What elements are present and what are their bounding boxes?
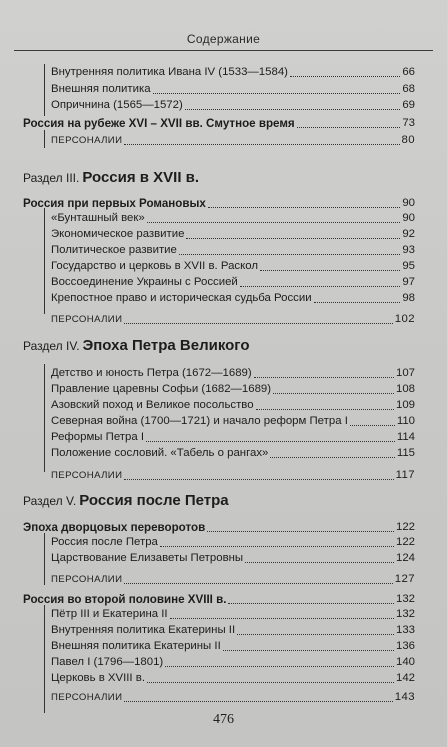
toc-entry-title: Детство и юность Петра (1672—1689) xyxy=(51,367,252,379)
leader-dots xyxy=(170,617,394,619)
leader-dots xyxy=(185,108,401,110)
toc-entry[interactable] xyxy=(51,225,415,241)
toc-entry[interactable] xyxy=(51,396,415,412)
toc-entry-page: 68 xyxy=(402,83,415,95)
toc-entry[interactable] xyxy=(51,241,415,257)
leader-dots xyxy=(223,649,394,651)
persons-label: ПЕРСОНАЛИИ xyxy=(51,470,123,481)
toc-entry-page: 114 xyxy=(396,431,415,443)
leader-dots xyxy=(186,237,400,239)
persons-page: 143 xyxy=(394,691,415,703)
persons-page: 127 xyxy=(394,573,415,585)
header-title: Содержание xyxy=(186,32,261,46)
toc-persons[interactable] xyxy=(51,466,415,482)
toc-entry-page: 142 xyxy=(395,672,415,684)
section-title: Эпоха Петра Великого xyxy=(82,337,250,354)
toc-chapter-title: Россия на рубеже XVI – XVII вв. Смутное время xyxy=(23,117,295,130)
leader-dots xyxy=(124,478,393,480)
leader-dots xyxy=(314,301,401,303)
leader-dots xyxy=(146,440,395,442)
toc-entry-page: 140 xyxy=(395,656,415,668)
toc-entry[interactable] xyxy=(51,444,415,460)
toc-entry-page: 115 xyxy=(396,447,415,459)
toc-chapter-title: Россия при первых Романовых xyxy=(23,197,206,210)
leader-dots xyxy=(208,206,400,208)
leader-dots xyxy=(124,322,392,324)
leader-dots xyxy=(147,221,401,223)
persons-label: ПЕРСОНАЛИИ xyxy=(51,574,123,585)
toc-entry[interactable] xyxy=(51,605,415,621)
toc-entry-title: Павел I (1796—1801) xyxy=(51,656,164,668)
toc-entry-title: Северная война (1700—1721) и начало реформ Петра I xyxy=(51,415,348,427)
toc-chapter[interactable] xyxy=(23,194,415,210)
leader-dots xyxy=(290,75,400,77)
toc-entry-page: 108 xyxy=(395,383,415,395)
leader-dots xyxy=(124,143,399,145)
toc-entry-title: Крепостное право и историческая судьба России xyxy=(51,292,312,304)
toc-entry[interactable] xyxy=(51,653,415,669)
toc-entry-title: Реформы Петра I xyxy=(51,431,145,443)
toc-entry[interactable] xyxy=(51,96,415,112)
section-heading xyxy=(23,334,250,354)
toc-chapter-page: 73 xyxy=(402,117,415,129)
persons-page: 117 xyxy=(395,469,415,481)
leader-dots xyxy=(147,681,394,683)
toc-entry[interactable] xyxy=(51,669,415,685)
leader-dots xyxy=(350,424,395,426)
toc-entry-page: 124 xyxy=(395,552,415,564)
running-header xyxy=(14,28,433,51)
group-bracket xyxy=(44,533,45,585)
toc-entry[interactable] xyxy=(51,364,415,380)
group-bracket xyxy=(44,364,45,472)
toc-entry-page: 92 xyxy=(402,228,415,240)
toc-entry-page: 107 xyxy=(395,367,415,379)
leader-dots xyxy=(273,392,394,394)
toc-entry-page: 66 xyxy=(402,66,415,78)
toc-entry-page: 69 xyxy=(402,99,415,111)
toc-entry-page: 98 xyxy=(402,292,415,304)
toc-chapter[interactable] xyxy=(23,518,415,534)
toc-entry[interactable] xyxy=(51,80,415,96)
persons-label: ПЕРСОНАЛИИ xyxy=(51,692,123,703)
leader-dots xyxy=(124,700,392,702)
toc-entry-page: 132 xyxy=(395,608,415,620)
toc-chapter-title: Россия во второй половине XVIII в. xyxy=(23,593,227,606)
toc-entry-title: Внешняя политика xyxy=(51,83,151,95)
toc-entry-page: 90 xyxy=(402,212,415,224)
toc-entry-title: Внутренняя политика Ивана IV (1533—1584) xyxy=(51,66,288,78)
toc-chapter[interactable] xyxy=(23,114,415,130)
toc-entry-page: 97 xyxy=(402,276,415,288)
toc-entry-page: 136 xyxy=(395,640,415,652)
section-title: Россия после Петра xyxy=(79,492,229,509)
toc-entry-page: 122 xyxy=(395,536,415,548)
toc-entry-title: Политическое развитие xyxy=(51,244,177,256)
toc-chapter[interactable] xyxy=(23,590,415,606)
toc-entry-title: Царствование Елизаветы Петровны xyxy=(51,552,244,564)
toc-chapter-page: 122 xyxy=(395,521,415,533)
toc-entry[interactable] xyxy=(51,428,415,444)
toc-entry[interactable] xyxy=(51,273,415,289)
toc-chapter-page: 90 xyxy=(402,197,415,209)
leader-dots xyxy=(165,665,394,667)
toc-entry[interactable] xyxy=(51,380,415,396)
leader-dots xyxy=(254,376,394,378)
section-number: Раздел V. xyxy=(23,494,77,508)
leader-dots xyxy=(153,92,401,94)
persons-label: ПЕРСОНАЛИИ xyxy=(51,135,123,146)
toc-persons[interactable] xyxy=(51,310,415,326)
toc-entry-title: Опричнина (1565—1572) xyxy=(51,99,183,111)
leader-dots xyxy=(297,126,401,128)
toc-entry[interactable] xyxy=(51,412,415,428)
leader-dots xyxy=(256,408,394,410)
toc-entry-title: Церковь в XVIII в. xyxy=(51,672,145,684)
toc-entry[interactable] xyxy=(51,621,415,637)
toc-entry-title: Экономическое развитие xyxy=(51,228,185,240)
leader-dots xyxy=(270,456,394,458)
section-title: Россия в XVII в. xyxy=(82,169,200,186)
toc-entry[interactable] xyxy=(51,209,415,225)
leader-dots xyxy=(237,633,394,635)
toc-entry-title: Воссоединение Украины с Россией xyxy=(51,276,238,288)
page-number: 476 xyxy=(213,712,234,727)
toc-entry[interactable] xyxy=(51,533,415,549)
section-heading xyxy=(23,166,199,186)
leader-dots xyxy=(240,285,401,287)
toc-persons[interactable] xyxy=(51,131,415,147)
toc-entry-page: 93 xyxy=(402,244,415,256)
toc-persons[interactable] xyxy=(51,570,415,586)
group-bracket xyxy=(44,64,45,116)
group-bracket xyxy=(44,130,45,148)
toc-chapter-page: 132 xyxy=(395,593,415,605)
toc-entry[interactable] xyxy=(51,549,415,565)
toc-entry-title: Внутренняя политика Екатерины II xyxy=(51,624,236,636)
toc-entry-title: Государство и церковь в XVII в. Раскол xyxy=(51,260,258,272)
toc-entry-title: Правление царевны Софьи (1682—1689) xyxy=(51,383,272,395)
leader-dots xyxy=(124,582,392,584)
toc-entry[interactable] xyxy=(51,63,415,79)
toc-entry-title: Пётр III и Екатерина II xyxy=(51,608,168,620)
toc-entry-page: 133 xyxy=(395,624,415,636)
section-number: Раздел IV. xyxy=(23,339,80,353)
toc-entry-title: Россия после Петра xyxy=(51,536,158,548)
toc-entry-title: «Бунташный век» xyxy=(51,212,145,224)
persons-page: 80 xyxy=(401,134,415,146)
toc-entry[interactable] xyxy=(51,637,415,653)
section-number: Раздел III. xyxy=(23,171,80,185)
toc-entry-title: Положение сословий. «Табель о рангах» xyxy=(51,447,269,459)
leader-dots xyxy=(228,602,394,604)
leader-dots xyxy=(179,253,400,255)
toc-persons[interactable] xyxy=(51,688,415,704)
leader-dots xyxy=(160,545,394,547)
toc-entry-page: 110 xyxy=(396,415,415,427)
toc-entry-title: Азовский поход и Великое посольство xyxy=(51,399,254,411)
toc-chapter-title: Эпоха дворцовых переворотов xyxy=(23,521,206,534)
group-bracket xyxy=(44,208,45,314)
leader-dots xyxy=(207,530,394,532)
toc-entry-page: 95 xyxy=(402,260,415,272)
leader-dots xyxy=(245,561,394,563)
persons-label: ПЕРСОНАЛИИ xyxy=(51,314,123,325)
toc-entry[interactable] xyxy=(51,289,415,305)
leader-dots xyxy=(260,269,400,271)
section-heading xyxy=(23,489,229,509)
toc-entry-title: Внешняя политика Екатерины II xyxy=(51,640,221,652)
toc-entry[interactable] xyxy=(51,257,415,273)
group-bracket xyxy=(44,605,45,713)
toc-entry-page: 109 xyxy=(395,399,415,411)
persons-page: 102 xyxy=(394,313,415,325)
